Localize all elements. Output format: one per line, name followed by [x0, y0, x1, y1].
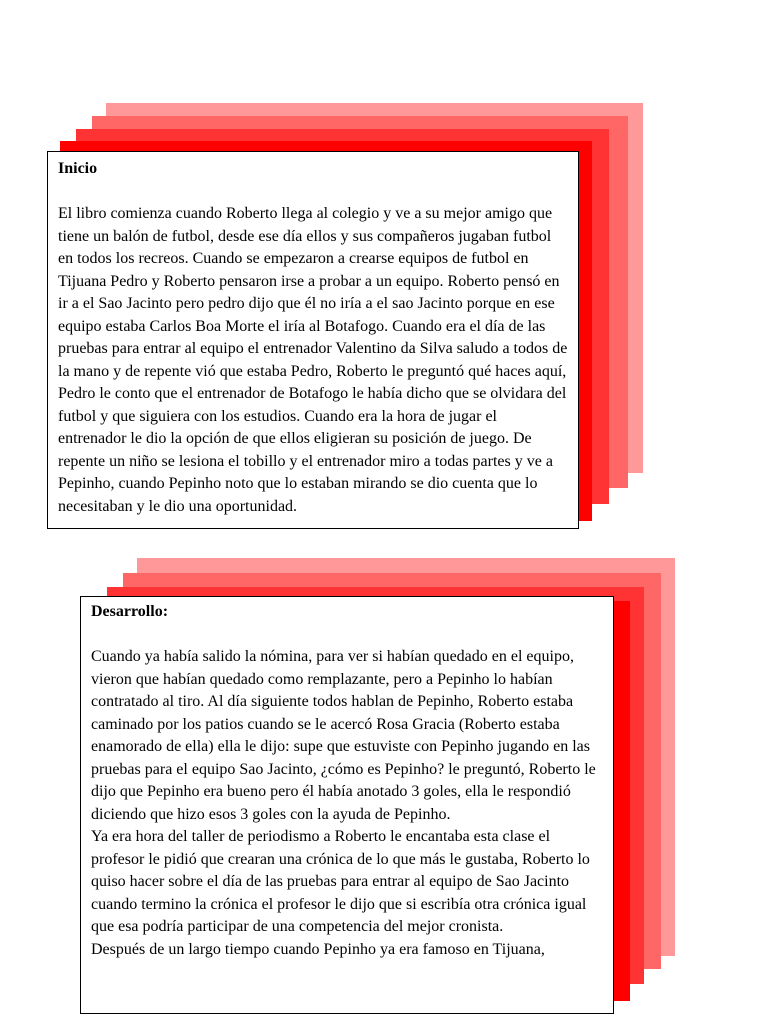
card-inicio: [47, 151, 579, 529]
card-desarrollo-para-3: Después de un largo tiempo cuando Pepinho ya era famoso en Tijuana,: [91, 940, 545, 958]
card-desarrollo-title: Desarrollo:: [91, 603, 169, 620]
card-desarrollo: [80, 596, 614, 1014]
card-desarrollo-para-2: Ya era hora del taller de periodismo a Roberto le encantaba esta clase el profesor le pidió que crearan una crónica de lo que más le gustaba, Roberto lo quiso hacer sobre el día de las pruebas para entrar al equipo de Sao Jacinto cuando termino la crónica el profesor le dijo que si escribía otra crónica igual que esa podría participar de una competencia del mejor cronista.: [91, 828, 590, 935]
card-inicio-title: Inicio: [58, 160, 98, 177]
card-inicio-body: El libro comienza cuando Roberto llega al colegio y ve a su mejor amigo que tiene un balón de futbol, desde ese día ellos y sus compañeros jugaban futbol en todos los recreos. Cuando se empezaron a crearse equipos de futbol en Tijuana Pedro y Roberto pensaron irse a probar a un equipo. Roberto pensó en ir a el Sao Jacinto pero pedro dijo que él no iría a el sao Jacinto porque en ese equipo estaba Carlos Boa Morte el iría al Botafogo. Cuando era el día de las pruebas para entrar al equipo el entrenador Valentino da Silva saludo a todos de la mano y de repente vió que estaba Pedro, Roberto le preguntó qué haces aquí, Pedro le conto que el entrenador de Botafogo le había dicho que se olvidara del futbol y que siguiera con los estudios. Cuando era la hora de jugar el entrenador le dio la opción de que ellos eligieran su posición de juego. De repente un niño se lesiona el tobillo y el entrenador miro a todas partes y ve a Pepinho, cuando Pepinho noto que lo estaban mirando se dio cuenta que lo necesitaban y le dio una oportunidad.: [58, 205, 568, 515]
card-desarrollo-para-1: Cuando ya había salido la nómina, para ver si habían quedado en el equipo, vieron que habían quedado como remplazante, pero a Pepinho lo habían contratado al tiro. Al día siguiente todos hablan de Pepinho, Roberto estaba caminado por los patios cuando se le acercó Rosa Gracia (Roberto estaba enamorado de ella) ella le dijo: supe que estuviste con Pepinho jugando en las pruebas para el equipo Sao Jacinto, ¿cómo es Pepinho? le preguntó, Roberto le dijo que Pepinho era bueno pero él había anotado 3 goles, ella le respondió diciendo que hizo esos 3 goles con la ayuda de Pepinho.: [91, 648, 596, 823]
